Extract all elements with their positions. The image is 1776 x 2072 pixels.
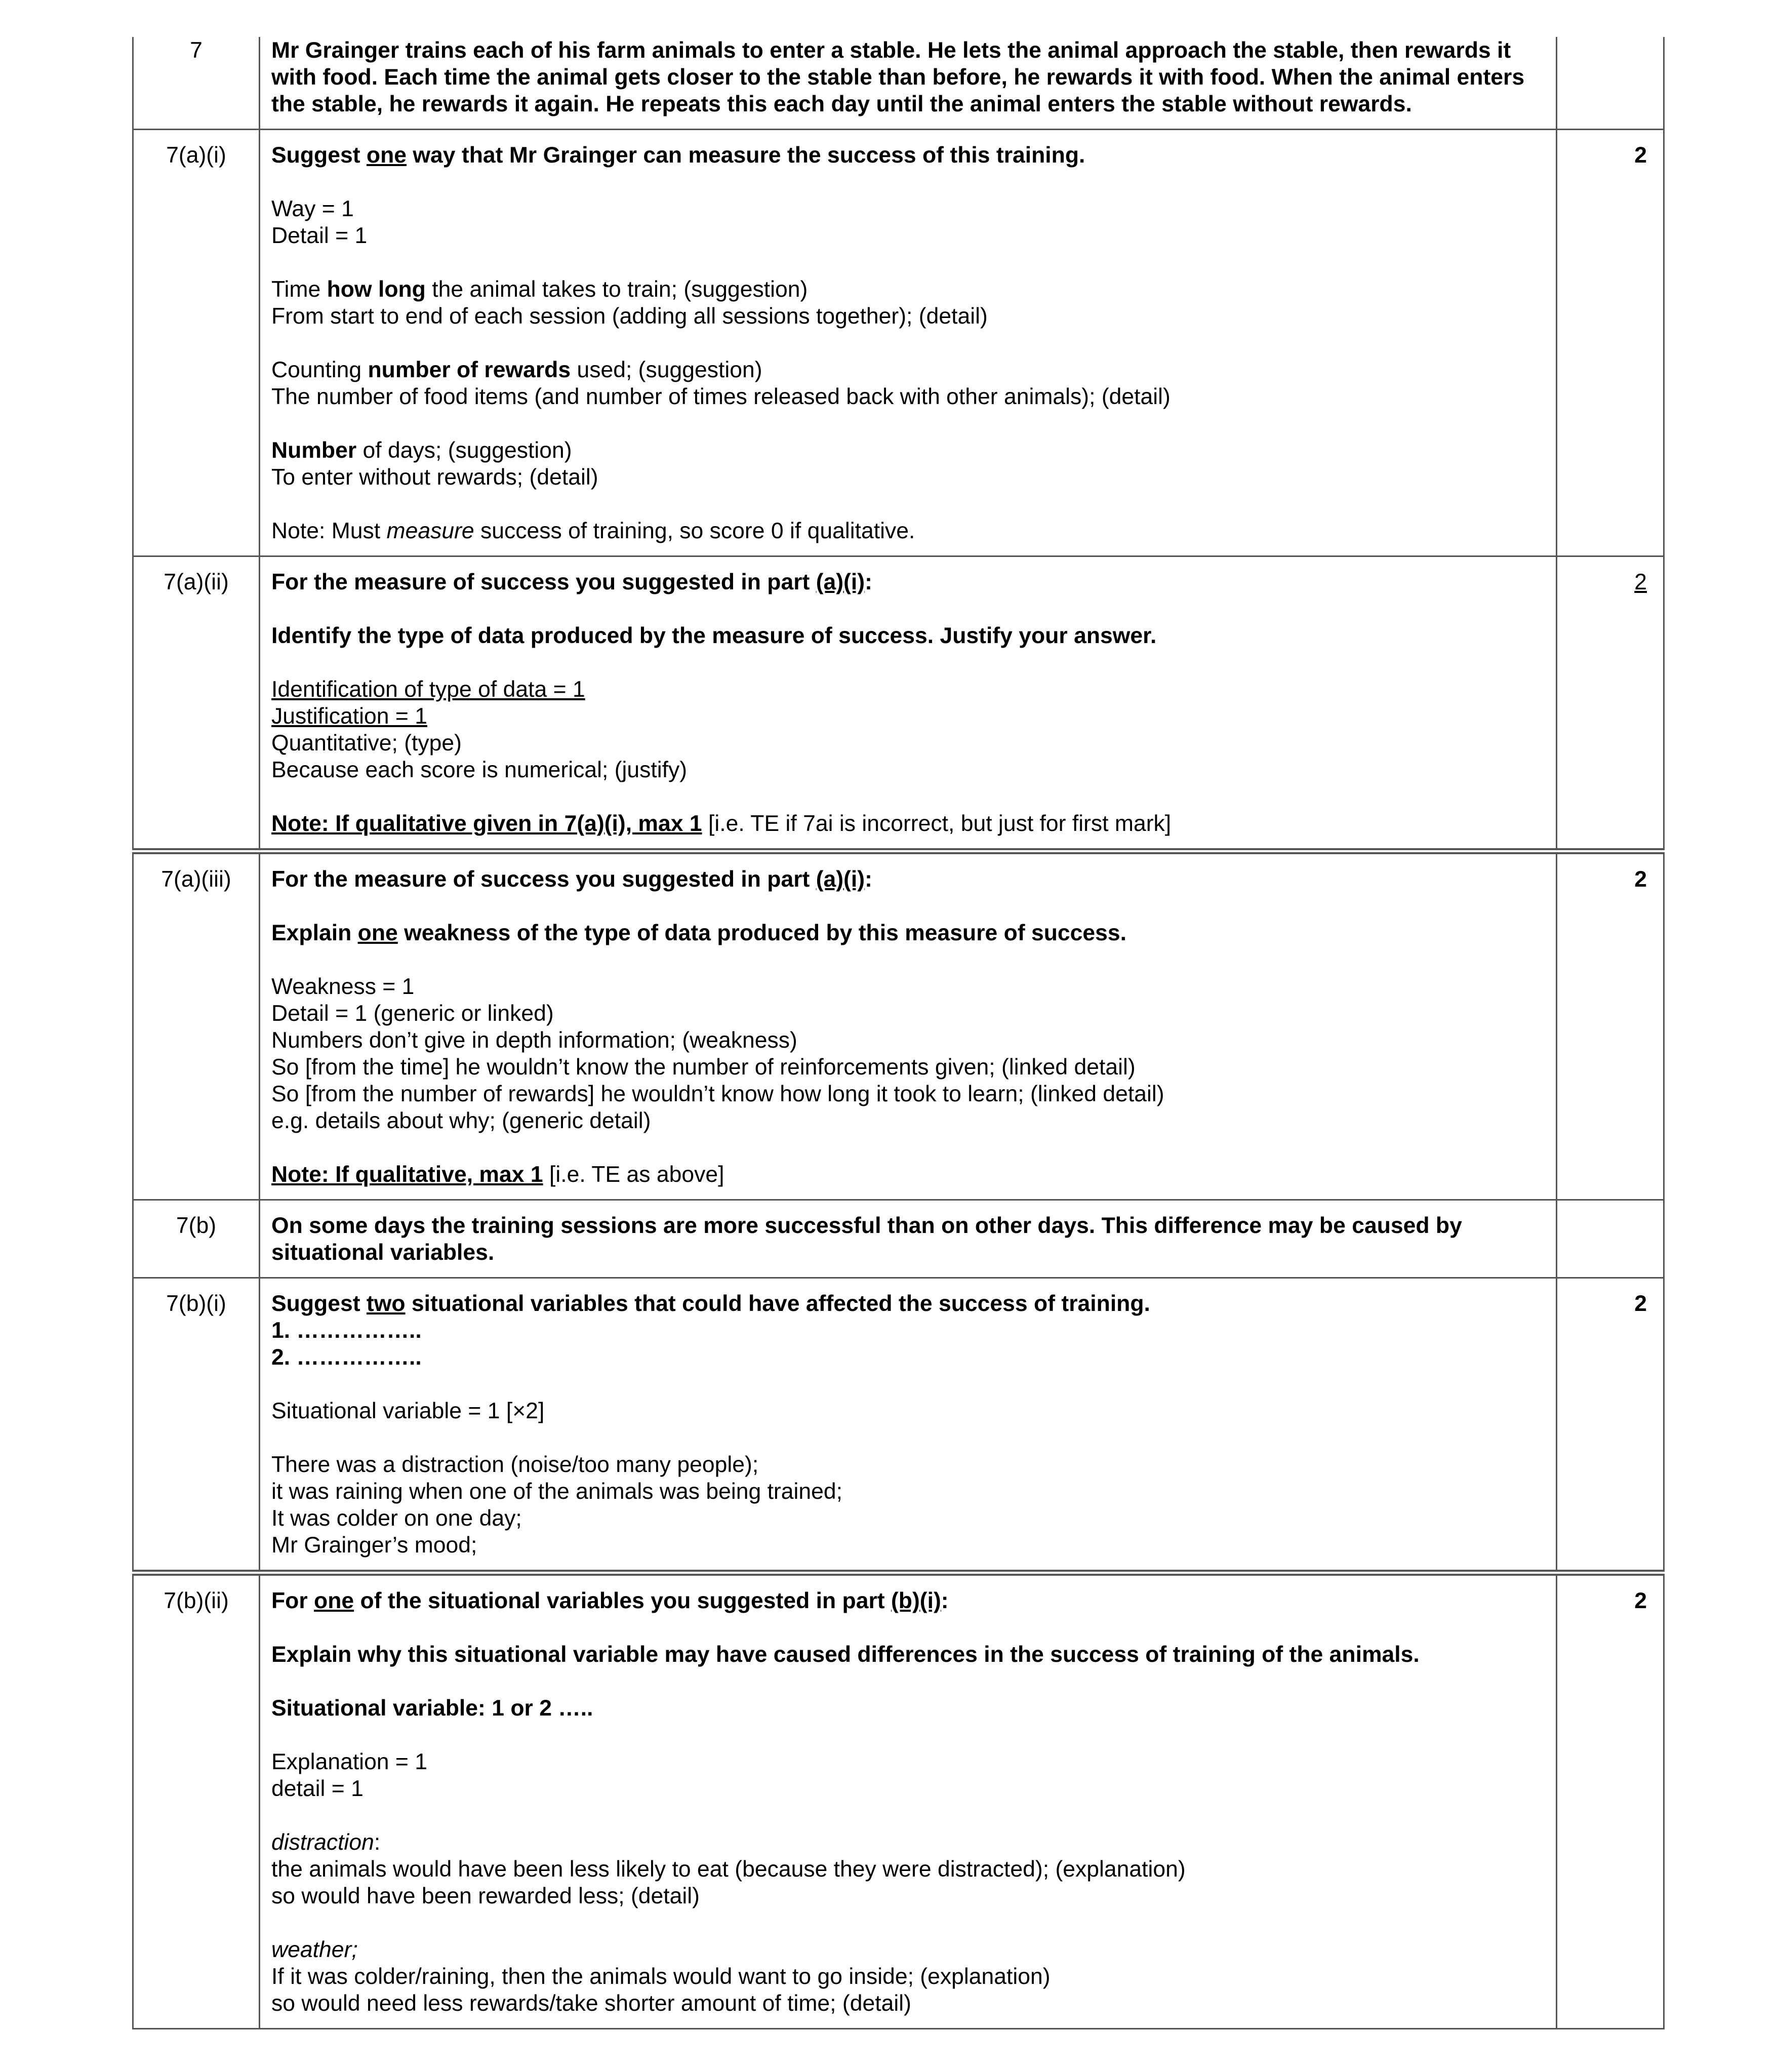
text-segment: Suggest <box>271 1291 367 1316</box>
text-run: Time <box>271 277 327 302</box>
line-gap <box>271 491 1547 517</box>
marks-cell: 2 <box>1557 851 1664 1200</box>
answer-line <box>271 1936 1547 1963</box>
text-segment: of the situational variables you suggested in part <box>354 1588 891 1613</box>
answer-line <box>271 1344 1547 1371</box>
text-run: Explanation = 1 <box>271 1749 428 1774</box>
text-run: So [from the number of rewards] he wouldn’t know how long it took to learn; (linked detail) <box>271 1082 1164 1106</box>
answer-line <box>271 222 1547 249</box>
answer-line <box>271 1290 1547 1317</box>
answer-line <box>271 37 1547 117</box>
text-segment: way that Mr Grainger can measure the success of this training. <box>407 143 1085 168</box>
text-segment: (a)(i) <box>816 570 865 594</box>
line-gap <box>271 410 1547 437</box>
text-run: So [from the time] he wouldn’t know the number of reinforcements given; (linked detail) <box>271 1055 1136 1080</box>
text-segment: (b)(i) <box>891 1588 941 1613</box>
text-run: of days; (suggestion) <box>356 438 572 463</box>
text-run: It was colder on one day; <box>271 1506 522 1531</box>
question-number: 7(b) <box>133 1200 260 1278</box>
text-run <box>314 1588 354 1613</box>
text-run <box>271 38 1524 116</box>
text-run <box>271 1696 593 1721</box>
question-row <box>133 556 1664 852</box>
text-run <box>271 867 816 892</box>
answer-line <box>271 1695 1547 1722</box>
text-segment: Number <box>271 438 357 463</box>
answer-line <box>271 1054 1547 1081</box>
text-segment: distraction <box>271 1830 374 1855</box>
line-gap <box>271 1909 1547 1936</box>
question-row <box>133 1278 1664 1573</box>
answer-line <box>271 756 1547 783</box>
answer-line <box>271 703 1547 730</box>
text-segment: Mr Grainger trains each of his farm animals to enter a stable. He lets the animal approach the stable, then rewards it with food. Each time the animal gets closer to the stable than before, he rewards it with food. When the animal enters the stable, he rewards it again. He repeats this each day until the animal enters the stable without rewards. <box>271 38 1525 116</box>
text-run: Detail = 1 <box>271 223 368 248</box>
answer-line <box>271 1000 1547 1027</box>
answer-line <box>271 142 1547 169</box>
text-run: Mr Grainger’s mood; <box>271 1533 477 1558</box>
line-gap <box>271 1802 1547 1829</box>
text-run: Quantitative; (type) <box>271 731 462 755</box>
line-gap <box>271 330 1547 356</box>
answer-line <box>271 1856 1547 1883</box>
question-number: 7(a)(iii) <box>133 851 260 1200</box>
text-run: [i.e. TE as above] <box>543 1162 724 1187</box>
text-run: Counting <box>271 357 368 382</box>
text-run <box>368 357 571 382</box>
text-segment: weakness of the type of data produced by this measure of success. <box>397 921 1127 945</box>
text-run: the animal takes to train; (suggestion) <box>425 277 808 302</box>
text-run: If it was colder/raining, then the animals would want to go inside; (explanation) <box>271 1964 1051 1989</box>
question-row <box>133 130 1664 556</box>
line-gap <box>271 249 1547 276</box>
text-segment: Explain <box>271 921 358 945</box>
text-segment: On some days the training sessions are more successful than on other days. This difference may be caused by situational variables. <box>271 1213 1462 1265</box>
answer-line <box>271 1107 1547 1134</box>
text-segment: For the measure of success you suggested in part <box>271 570 816 594</box>
question-number: 7(a)(ii) <box>133 556 260 852</box>
text-run <box>358 921 398 945</box>
text-segment: Note: If qualitative given in 7(a)(i), max 1 <box>271 811 702 836</box>
answer-cell <box>260 130 1557 556</box>
line-gap <box>271 1722 1547 1748</box>
text-segment: one <box>314 1588 354 1613</box>
text-run <box>271 623 1156 648</box>
text-segment: Situational variable: 1 or 2 ….. <box>271 1696 593 1721</box>
text-segment: how long <box>327 277 426 302</box>
text-run <box>271 1162 543 1187</box>
text-run: [i.e. TE if 7ai is incorrect, but just for first mark] <box>702 811 1172 836</box>
text-segment: Identify the type of data produced by the measure of success. Justify your answer. <box>271 623 1157 648</box>
answer-line <box>271 1451 1547 1478</box>
text-run <box>271 1642 1420 1667</box>
text-run: so would need less rewards/take shorter amount of time; (detail) <box>271 1991 911 2016</box>
line-gap <box>271 1371 1547 1398</box>
text-run <box>941 1588 949 1613</box>
answer-line <box>271 1829 1547 1856</box>
mark-scheme-body <box>133 37 1664 2029</box>
text-run <box>865 867 872 892</box>
answer-line <box>271 1317 1547 1344</box>
answer-line <box>271 622 1547 649</box>
answer-line <box>271 1478 1547 1505</box>
line-gap <box>271 1134 1547 1161</box>
answer-line <box>271 303 1547 330</box>
text-segment: one <box>357 921 398 945</box>
answer-line <box>271 1748 1547 1775</box>
marks-cell <box>1557 1200 1664 1278</box>
text-run: the animals would have been less likely to eat (because they were distracted); (explanation) <box>271 1857 1186 1882</box>
answer-line <box>271 276 1547 303</box>
mark-scheme-table <box>132 37 1665 2029</box>
text-segment: Justification = 1 <box>271 704 427 729</box>
text-segment: weather; <box>271 1937 358 1962</box>
text-run: To enter without rewards; (detail) <box>271 465 598 490</box>
text-run <box>271 1937 358 1962</box>
answer-cell <box>260 1278 1557 1573</box>
line-gap <box>271 783 1547 810</box>
answer-line <box>271 730 1547 756</box>
text-run <box>271 921 358 945</box>
answer-line <box>271 1212 1547 1266</box>
text-run <box>271 1830 374 1855</box>
text-run <box>367 1291 406 1316</box>
text-run <box>367 143 407 168</box>
text-segment: (a)(i) <box>816 867 865 892</box>
line-gap <box>271 169 1547 195</box>
question-row <box>133 1200 1664 1278</box>
text-run <box>271 811 702 836</box>
question-row <box>133 37 1664 130</box>
text-run: From start to end of each session (adding all sessions together); (detail) <box>271 304 988 329</box>
answer-line <box>271 1883 1547 1909</box>
text-segment: situational variables that could have affected the success of training. <box>405 1291 1150 1316</box>
answer-line <box>271 1081 1547 1107</box>
answer-line <box>271 676 1547 703</box>
answer-line <box>271 464 1547 491</box>
marks-cell: 2 <box>1557 1573 1664 2029</box>
line-gap <box>271 649 1547 676</box>
question-number: 7 <box>133 37 260 130</box>
text-segment: : <box>865 570 872 594</box>
line-gap <box>271 595 1547 622</box>
text-segment: : <box>941 1588 949 1613</box>
answer-line <box>271 866 1547 893</box>
text-run: Because each score is numerical; (justify) <box>271 758 688 782</box>
text-run: Situational variable = 1 [×2] <box>271 1399 545 1423</box>
text-run <box>271 143 367 168</box>
text-run <box>271 1213 1462 1265</box>
text-segment: Note: If qualitative, max 1 <box>271 1162 543 1187</box>
text-run <box>327 277 426 302</box>
answer-line <box>271 517 1547 544</box>
text-segment: two <box>366 1291 406 1316</box>
text-run <box>891 1588 941 1613</box>
answer-line <box>271 1505 1547 1532</box>
question-number: 7(a)(i) <box>133 130 260 556</box>
answer-line <box>271 973 1547 1000</box>
text-run: it was raining when one of the animals was being trained; <box>271 1479 842 1504</box>
text-segment: measure <box>386 519 474 543</box>
text-run <box>271 704 427 729</box>
answer-line <box>271 1963 1547 1990</box>
text-run: Way = 1 <box>271 196 354 221</box>
text-run: e.g. details about why; (generic detail) <box>271 1108 651 1133</box>
text-run <box>271 1291 367 1316</box>
answer-line <box>271 1775 1547 1802</box>
text-run <box>271 1345 422 1370</box>
text-run <box>406 1291 1150 1316</box>
answer-line <box>271 1161 1547 1188</box>
question-row <box>133 1573 1664 2029</box>
text-run: Detail = 1 (generic or linked) <box>271 1001 554 1026</box>
text-run: There was a distraction (noise/too many people); <box>271 1452 759 1477</box>
text-run: used; (suggestion) <box>571 357 762 382</box>
text-segment: Explain why this situational variable may have caused differences in the success of training of the animals. <box>271 1642 1420 1667</box>
text-run: Weakness = 1 <box>271 974 415 999</box>
answer-cell <box>260 1200 1557 1278</box>
text-run <box>271 1588 314 1613</box>
line-gap <box>271 893 1547 920</box>
text-run: The number of food items (and number of times released back with other animals); (detail) <box>271 384 1170 409</box>
text-run <box>387 519 474 543</box>
answer-line <box>271 437 1547 464</box>
text-segment: : <box>865 867 872 892</box>
marks-cell <box>1557 37 1664 130</box>
question-row <box>133 851 1664 1200</box>
text-segment: one <box>366 143 407 168</box>
marks-cell: 2 <box>1557 1278 1664 1573</box>
text-run <box>271 438 356 463</box>
text-segment: Identification of type of data = 1 <box>271 677 585 702</box>
text-run <box>271 570 816 594</box>
marks-cell: 2 <box>1557 556 1664 852</box>
text-segment: 2. …………….. <box>271 1345 422 1370</box>
text-run: Numbers don’t give in depth information; (weakness) <box>271 1028 797 1053</box>
answer-line <box>271 356 1547 383</box>
text-run <box>271 1318 422 1343</box>
answer-line <box>271 195 1547 222</box>
line-gap <box>271 1668 1547 1695</box>
text-segment: 1. …………….. <box>271 1318 422 1343</box>
text-run <box>865 570 872 594</box>
text-segment: For <box>271 1588 314 1613</box>
question-number: 7(b)(i) <box>133 1278 260 1573</box>
line-gap <box>271 1614 1547 1641</box>
answer-cell <box>260 1573 1557 2029</box>
text-run <box>271 677 585 702</box>
text-run <box>816 867 865 892</box>
answer-line <box>271 1398 1547 1424</box>
text-segment: Suggest <box>271 143 367 168</box>
text-run <box>398 921 1126 945</box>
answer-cell <box>260 37 1557 130</box>
text-run: so would have been rewarded less; (detail) <box>271 1884 700 1908</box>
text-run: success of training, so score 0 if qualitative. <box>474 519 915 543</box>
text-run: detail = 1 <box>271 1776 364 1801</box>
question-number: 7(b)(ii) <box>133 1573 260 2029</box>
answer-line <box>271 1532 1547 1559</box>
text-run: Note: Must <box>271 519 387 543</box>
text-run: : <box>374 1830 381 1855</box>
text-segment: number of rewards <box>368 357 571 382</box>
text-run <box>407 143 1085 168</box>
answer-line <box>271 383 1547 410</box>
text-segment: For the measure of success you suggested in part <box>271 867 816 892</box>
answer-line <box>271 569 1547 595</box>
text-run <box>354 1588 891 1613</box>
answer-line <box>271 1587 1547 1614</box>
text-run <box>816 570 865 594</box>
answer-line <box>271 920 1547 946</box>
answer-cell <box>260 851 1557 1200</box>
answer-line <box>271 1027 1547 1054</box>
answer-line <box>271 1990 1547 2017</box>
answer-cell <box>260 556 1557 852</box>
answer-line <box>271 1641 1547 1668</box>
line-gap <box>271 946 1547 973</box>
answer-line <box>271 810 1547 837</box>
marks-cell: 2 <box>1557 130 1664 556</box>
line-gap <box>271 1424 1547 1451</box>
